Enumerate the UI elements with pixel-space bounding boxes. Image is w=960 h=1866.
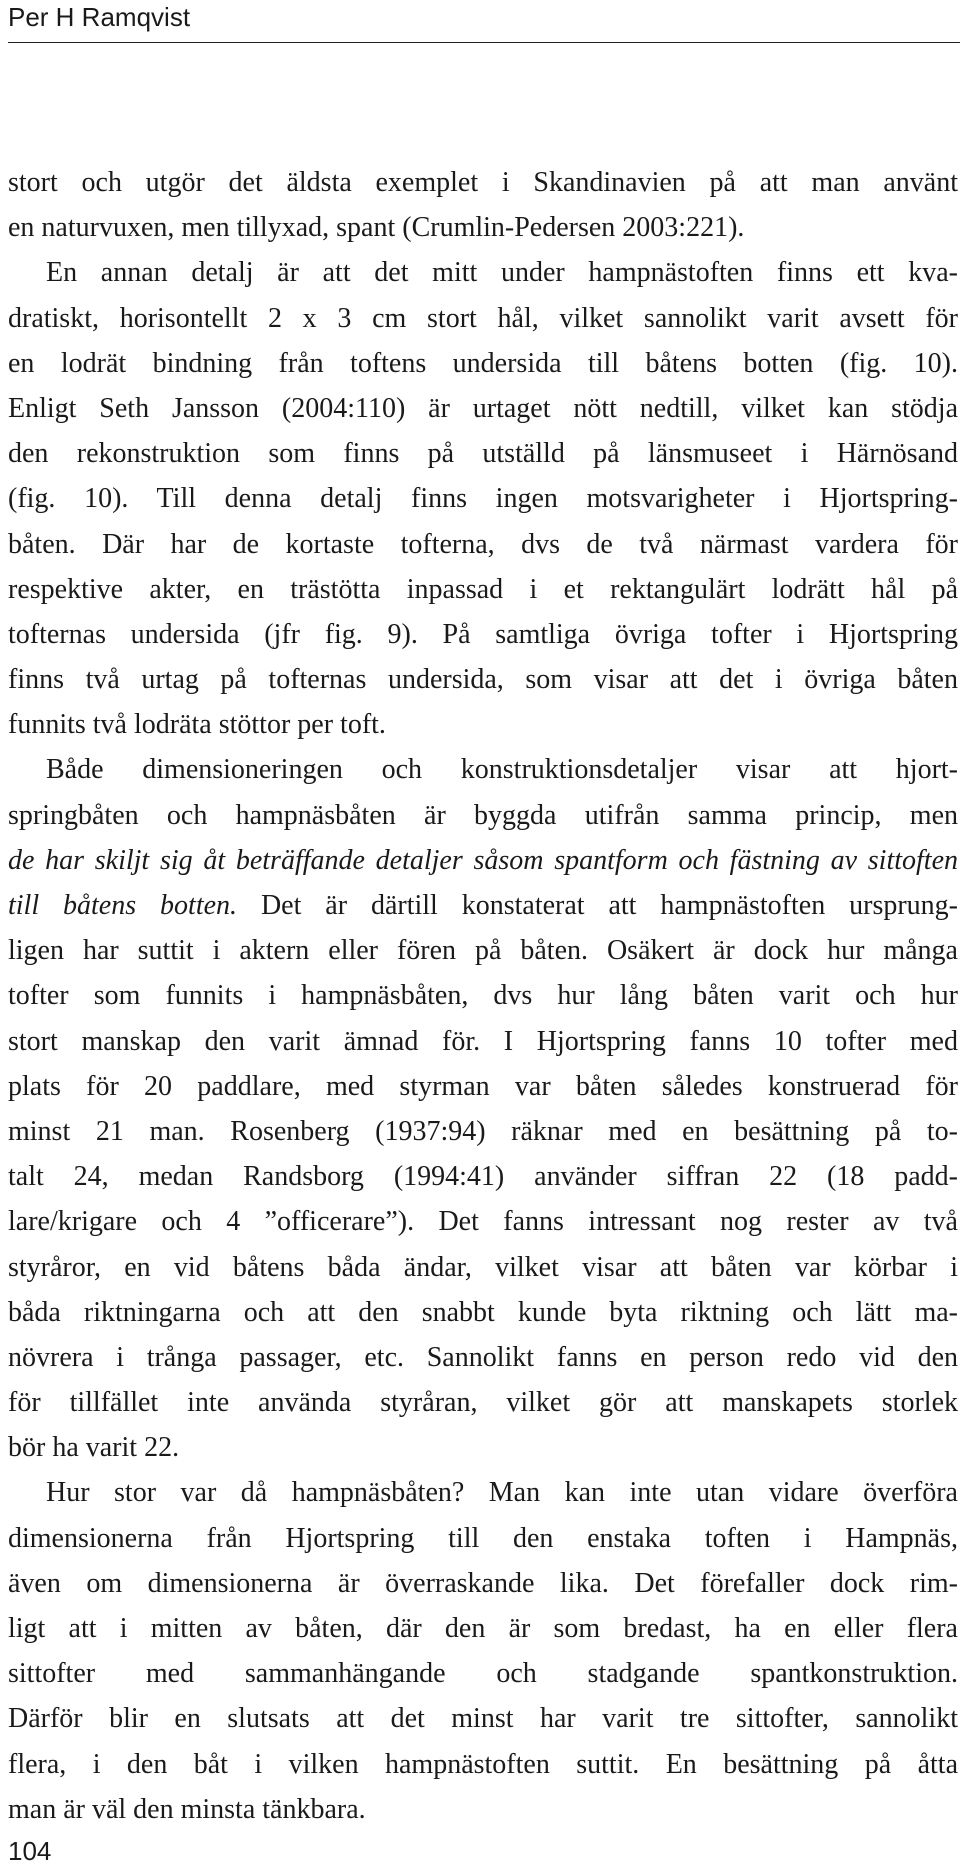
line-text: plats för 20 paddlare, med styrman var båten således konstruerad för: [8, 1070, 958, 1102]
text-line: [8, 205, 958, 250]
text-line: [8, 567, 958, 612]
text-line: [8, 1425, 958, 1470]
line-text: stort och utgör det äldsta exemplet i Skandinavien på att man använt: [8, 167, 958, 198]
italic-text: till båtens botten.: [8, 890, 238, 921]
line-text: Hur stor var då hampnäsbåten? Man kan inte utan vidare överföra: [46, 1477, 958, 1509]
text-line: [8, 1516, 958, 1561]
line-text: flera, i den båt i vilken hampnästoften suttit. En besättning på åtta: [8, 1748, 958, 1780]
running-header-author: Per H Ramqvist: [8, 2, 191, 32]
line-text: finns två urtag på tofternas undersida, som visar att det i övriga båten: [8, 664, 958, 696]
line-text: dratiskt, horisontellt 2 x 3 cm stort hål, vilket sannolikt varit avsett för: [8, 302, 958, 334]
line-text: för tillfället inte använda styråran, vilket gör att manskapets storlek: [8, 1387, 958, 1419]
line-text: talt 24, medan Randsborg (1994:41) använder siffran 22 (18 padd-: [8, 1161, 958, 1193]
text-line: [8, 1696, 958, 1741]
line-text: dimensionerna från Hjortspring till den enstaka toften i Hampnäs,: [8, 1522, 958, 1554]
line-text: den rekonstruktion som finns på utställd på länsmuseet i Härnösand: [8, 438, 958, 470]
text-line: [8, 928, 958, 973]
line-text: respektive akter, en trästötta inpassad i et rektangulärt lodrätt hål på: [8, 573, 958, 605]
text-line: [8, 1470, 958, 1515]
text-line: [8, 1109, 958, 1154]
line-text: även om dimensionerna är överraskande lika. Det förefaller dock rim-: [8, 1567, 958, 1599]
text-line: [8, 1787, 958, 1832]
header-divider: [8, 42, 960, 43]
text-line: [8, 1154, 958, 1199]
line-text: bör ha varit 22.: [8, 1432, 180, 1464]
line-text: növrera i trånga passager, etc. Sannolikt fanns en person redo vid den: [8, 1341, 958, 1373]
line-text: springbåten och hampnäsbåten är byggda utifrån samma princip, men: [8, 799, 958, 831]
text-line: [8, 1606, 958, 1651]
line-text: lare/krigare och 4 ”officerare”). Det fanns intressant nog rester av två: [8, 1206, 958, 1238]
text-line: [8, 1561, 958, 1606]
line-text: en lodrät bindning från toftens undersida till båtens botten (fig. 10).: [8, 347, 958, 379]
line-text: minst 21 man. Rosenberg (1937:94) räknar med en besättning på to-: [8, 1115, 958, 1147]
text-line: [8, 612, 958, 657]
text-line: [8, 702, 958, 747]
line-text: Enligt Seth Jansson (2004:110) är urtaget nött nedtill, vilket kan stödja: [8, 392, 958, 424]
text-line: [8, 1245, 958, 1290]
text-line: [8, 296, 958, 341]
text-line: [8, 1199, 958, 1244]
line-text: Därför blir en slutsats att det minst har varit tre sittofter, sannolikt: [8, 1703, 958, 1735]
line-text: Det är därtill konstaterat att hampnästoften ursprung-: [237, 890, 958, 921]
text-line: [8, 1290, 958, 1335]
line-text: båda riktningarna och att den snabbt kunde byta riktning och lätt ma-: [8, 1296, 958, 1328]
line-text: en naturvuxen, men tillyxad, spant (Crumlin-Pedersen 2003:221).: [8, 212, 745, 244]
text-line: [8, 1651, 958, 1696]
text-line: [8, 431, 958, 476]
page-number: 104: [8, 1836, 52, 1866]
paragraph: [8, 747, 958, 1470]
text-line: [8, 160, 958, 205]
text-line: [8, 250, 958, 295]
line-text: sittofter med sammanhängande och stadgande spantkonstruktion.: [8, 1658, 958, 1690]
line-text: stort manskap den varit ämnad för. I Hjortspring fanns 10 tofter med: [8, 1025, 958, 1057]
text-line: [8, 1742, 958, 1787]
line-text: styråror, en vid båtens båda ändar, vilket visar att båten var körbar i: [8, 1251, 958, 1283]
body-text: [8, 160, 958, 1832]
line-text: funnits två lodräta stöttor per toft.: [8, 709, 386, 741]
text-line: [8, 1019, 958, 1064]
line-text: (fig. 10). Till denna detalj finns ingen motsvarigheter i Hjortspring-: [8, 483, 958, 515]
line-text: ligt att i mitten av båten, där den är som bredast, ha en eller flera: [8, 1613, 958, 1644]
text-line: [8, 838, 958, 883]
line-text: En annan detalj är att det mitt under hampnästoften finns ett kva-: [46, 257, 958, 289]
paragraph: [8, 1470, 958, 1832]
text-line: [8, 747, 958, 792]
line-text: båten. Där har de kortaste tofterna, dvs de två närmast vardera för: [8, 528, 958, 560]
line-text: tofter som funnits i hampnäsbåten, dvs hur lång båten varit och hur: [8, 980, 958, 1012]
text-line: [8, 883, 958, 928]
line-text: ligen har suttit i aktern eller fören på båten. Osäkert är dock hur många: [8, 935, 958, 967]
text-line: [8, 793, 958, 838]
text-line: [8, 386, 958, 431]
text-line: [8, 341, 958, 386]
paragraph: [8, 250, 958, 747]
text-line: [8, 973, 958, 1018]
text-line: [8, 476, 958, 521]
italic-text: de har skiljt sig åt beträffande detaljer såsom spantform och fästning av sittoften: [8, 844, 958, 876]
line-text: man är väl den minsta tänkbara.: [8, 1793, 366, 1825]
paragraph: [8, 160, 958, 250]
text-line: [8, 657, 958, 702]
text-line: [8, 1380, 958, 1425]
line-text: tofternas undersida (jfr fig. 9). På samtliga övriga tofter i Hjortspring: [8, 618, 958, 650]
line-text: Både dimensioneringen och konstruktionsdetaljer visar att hjort-: [46, 754, 958, 786]
text-line: [8, 1335, 958, 1380]
text-line: [8, 522, 958, 567]
text-line: [8, 1064, 958, 1109]
